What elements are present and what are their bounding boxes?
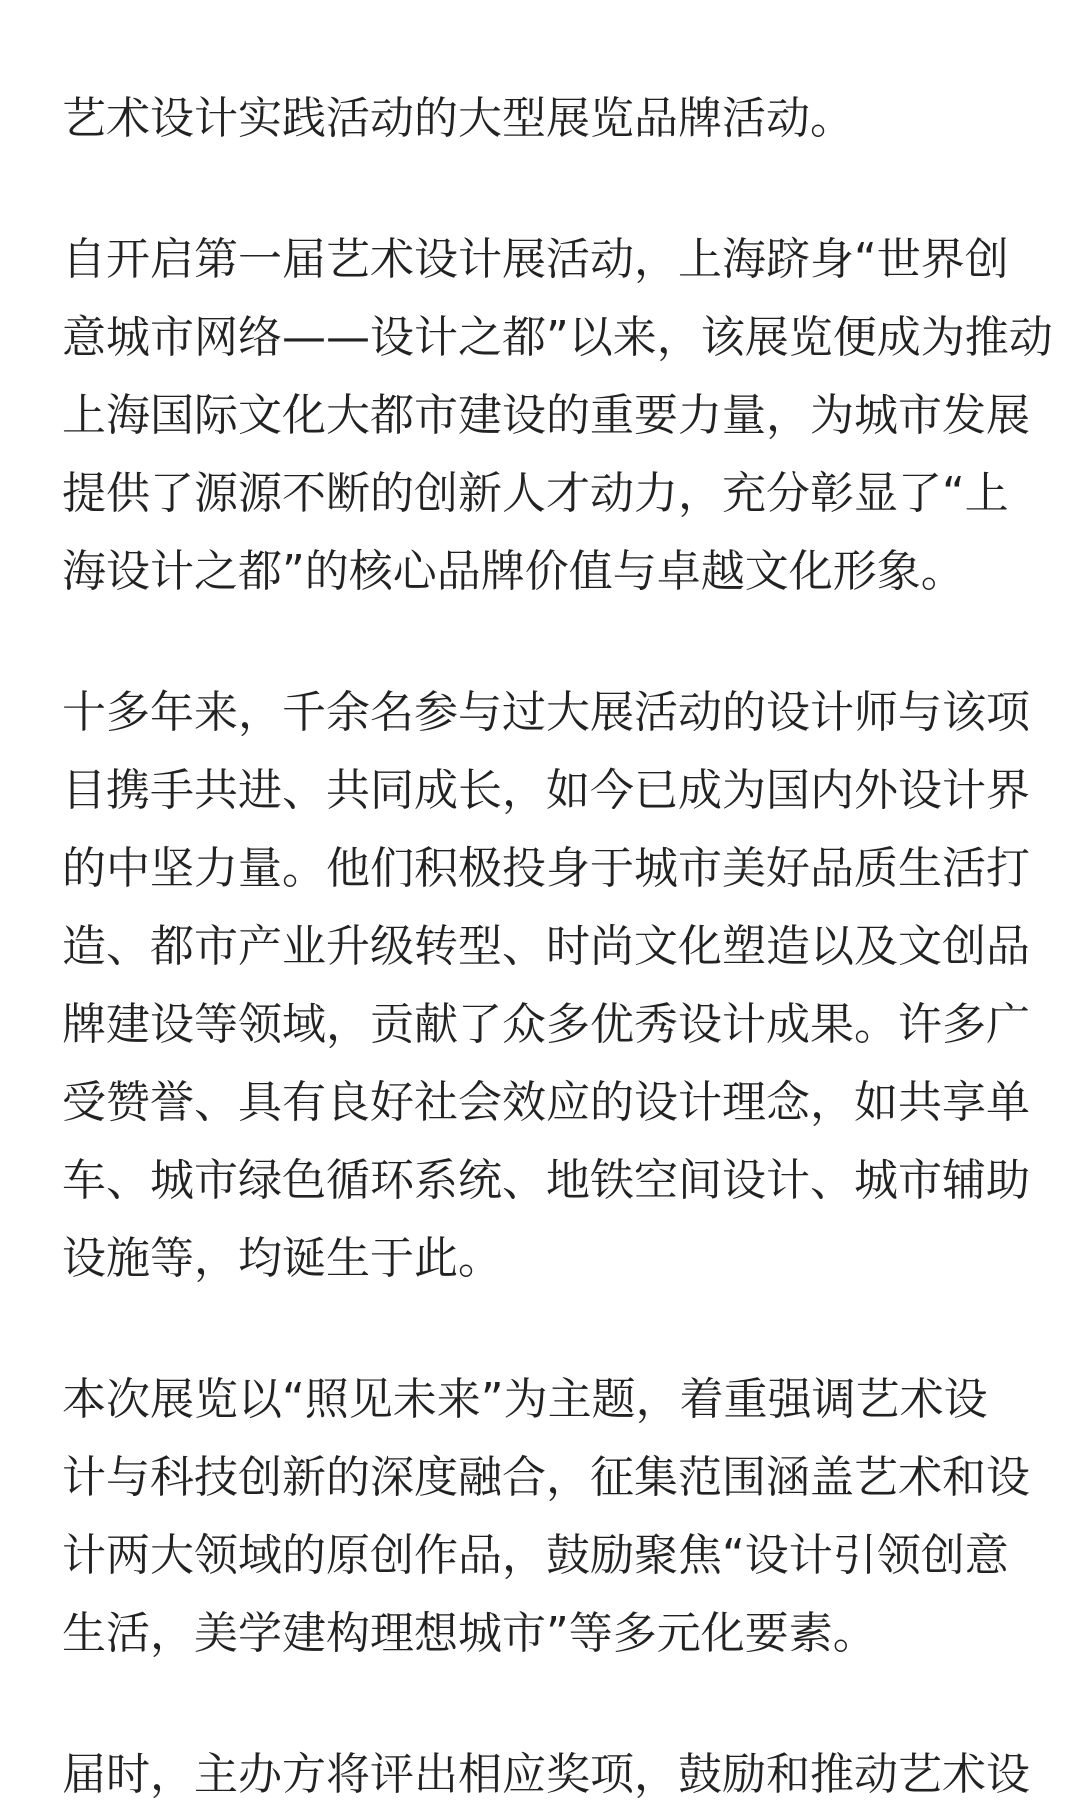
text-line: 牌建设等领域，贡献了众多优秀设计成果。许多广 [62,999,1030,1050]
text-line: 本次展览以“照见未来”为主题，着重强调艺术设 [62,1374,988,1425]
paragraph-intro-ending [62,80,1020,158]
text-line: 造、都市产业升级转型、时尚文化塑造以及文创品 [62,921,1030,972]
text-line: 届时，主办方将评出相应奖项，鼓励和推动艺术设 [62,1749,1030,1800]
text-line: 生活，美学建构理想城市”等多元化要素。 [62,1608,877,1659]
text-line: 海设计之都”的核心品牌价值与卓越文化形象。 [62,546,965,597]
text-line: 设施等，均诞生于此。 [62,1233,502,1284]
paragraph-design-capital [62,221,1053,611]
text-line: 提供了源源不断的创新人才动力，充分彰显了“上 [62,468,1009,519]
text-line: 计两大领域的原创作品，鼓励聚焦“设计引领创意 [62,1530,1009,1581]
paragraph-awards [62,1736,1030,1814]
text-line: 的中坚力量。他们积极投身于城市美好品质生活打 [62,843,1030,894]
paragraph-designers [62,674,1030,1298]
text-line: 十多年来，千余名参与过大展活动的设计师与该项 [62,687,1030,738]
text-line: 受赞誉、具有良好社会效应的设计理念，如共享单 [62,1077,1030,1128]
text-line: 意城市网络——设计之都”以来，该展览便成为推动 [62,312,1053,363]
paragraph-exhibition-theme [62,1361,1030,1673]
text-line: 目携手共进、共同成长，如今已成为国内外设计界 [62,765,1030,816]
text-line: 车、城市绿色循环系统、地铁空间设计、城市辅助 [62,1155,1030,1206]
text-line: 计与科技创新的深度融合，征集范围涵盖艺术和设 [62,1452,1030,1503]
text-line: 艺术设计实践活动的大型展览品牌活动。 [62,93,854,144]
text-line: 上海国际文化大都市建设的重要力量，为城市发展 [62,390,1030,441]
text-line: 自开启第一届艺术设计展活动，上海跻身“世界创 [62,234,1009,285]
